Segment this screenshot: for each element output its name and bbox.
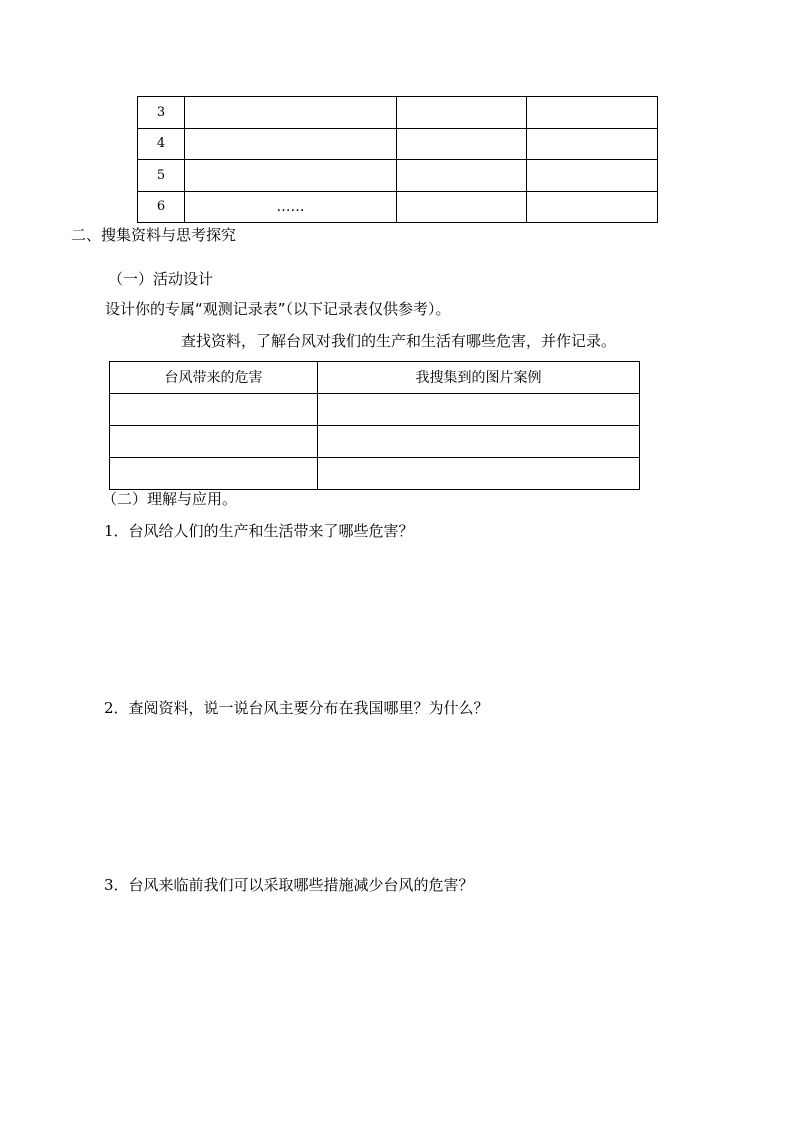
table-cell <box>318 458 640 490</box>
table-cell <box>110 426 318 458</box>
table-cell <box>397 128 527 160</box>
question-1 <box>104 524 414 539</box>
table-row <box>138 97 658 129</box>
question-number: 2． <box>104 699 129 717</box>
table-cell <box>110 394 318 426</box>
question-number: 1． <box>104 522 129 540</box>
table-cell <box>397 97 527 129</box>
table-cell <box>185 97 397 129</box>
row-number: 6 <box>138 191 185 223</box>
table-cell: …… <box>185 191 397 223</box>
column-header: 台风带来的危害 <box>110 362 318 394</box>
table-cell <box>397 191 527 223</box>
design-instruction: 设计你的专属“观测记录表”（以下记录表仅供参考）。 <box>105 300 451 318</box>
section-heading: 二、搜集资料与思考探究 <box>71 226 237 244</box>
table-cell <box>185 128 397 160</box>
table-cell <box>318 394 640 426</box>
question-text: 台风来临前我们可以采取哪些措施减少台风的危害？ <box>128 876 474 894</box>
table-row <box>138 160 658 192</box>
row-number: 3 <box>138 97 185 129</box>
table-row <box>110 458 640 490</box>
table-row <box>110 394 640 426</box>
table-cell <box>318 426 640 458</box>
question-text: 查阅资料，说一说台风主要分布在我国哪里？为什么？ <box>128 699 489 717</box>
subsection-activity-design: （一）活动设计 <box>108 270 214 288</box>
row-number: 4 <box>138 128 185 160</box>
table-cell <box>527 191 658 223</box>
question-3 <box>104 878 474 893</box>
table-header-row <box>110 362 640 394</box>
column-header: 我搜集到的图片案例 <box>318 362 640 394</box>
table-row <box>110 426 640 458</box>
table-cell <box>527 128 658 160</box>
question-text: 台风给人们的生产和生活带来了哪些危害？ <box>128 522 414 540</box>
hazard-record-table <box>109 361 640 490</box>
table-cell <box>110 458 318 490</box>
table-cell <box>527 97 658 129</box>
row-number: 5 <box>138 160 185 192</box>
table-row <box>138 191 658 223</box>
question-2 <box>104 701 489 716</box>
subsection-understanding: （二）理解与应用。 <box>102 490 238 508</box>
question-number: 3． <box>104 876 129 894</box>
table-row <box>138 128 658 160</box>
table-cell <box>527 160 658 192</box>
table-cell <box>397 160 527 192</box>
observation-table <box>137 96 658 223</box>
task-instruction: 查找资料，了解台风对我们的生产和生活有哪些危害，并作记录。 <box>181 332 617 350</box>
table-cell <box>185 160 397 192</box>
